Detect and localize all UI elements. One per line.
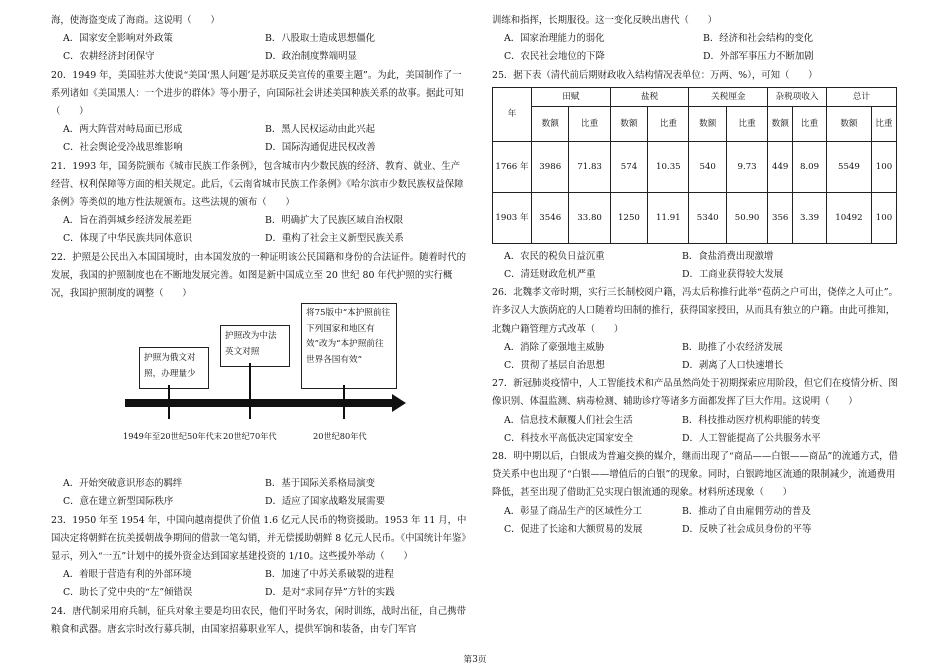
table-cell: 11.91 bbox=[648, 192, 689, 243]
question-25-options bbox=[492, 248, 902, 284]
table-subheader: 数额 bbox=[768, 106, 793, 141]
table-cell: 8.09 bbox=[793, 141, 827, 192]
left-column bbox=[51, 12, 467, 639]
option-a: A．两大阵营对峙局面已形成 bbox=[63, 124, 183, 136]
option-b: B．科技推动医疗机构职能的转变 bbox=[682, 414, 821, 426]
option-a: A．着眼于营造有利的外部环境 bbox=[63, 569, 192, 581]
option-b: B．黑人民权运动由此兴起 bbox=[265, 124, 376, 136]
table-cell: 5549 bbox=[826, 141, 871, 192]
question-19-options bbox=[51, 30, 467, 66]
table-row bbox=[493, 141, 897, 192]
timeline-label-1: 1949年至20世纪50年代末 bbox=[123, 431, 222, 442]
timeline-box-3: 将75版中“本护照前往下列国家和地区有效”改为“本护照前往世界各国有效” bbox=[301, 303, 397, 389]
page-number: 第3页 bbox=[463, 655, 487, 665]
table-cell: 574 bbox=[610, 141, 647, 192]
question-26-options bbox=[492, 339, 902, 375]
timeline-label-2: 20世纪70年代 bbox=[223, 431, 277, 442]
table-year-cell: 1766 年 bbox=[493, 141, 532, 192]
option-a: A．开始突破意识形态的羁绊 bbox=[63, 478, 183, 490]
option-b: B．八股取士造成思想僵化 bbox=[265, 33, 376, 45]
option-d: D．工商业获得较大发展 bbox=[682, 269, 784, 281]
table-group-header: 杂税项收入 bbox=[768, 87, 827, 106]
table-cell: 33.80 bbox=[569, 192, 610, 243]
timeline-connector-2 bbox=[249, 363, 251, 399]
table-cell: 100 bbox=[872, 141, 897, 192]
question-24-options bbox=[492, 30, 902, 66]
timeline-connector-1 bbox=[168, 385, 170, 399]
question-21-options bbox=[51, 212, 467, 248]
timeline-arrow-icon bbox=[392, 394, 406, 412]
timeline-axis bbox=[125, 399, 394, 407]
timeline-label-3: 20世纪80年代 bbox=[313, 431, 367, 442]
question-23: 23．1950 年至 1954 年，中国向越南提供了价值 1.6 亿元人民币的物资援助。1953 年 11 月，中国决定将朝鲜在抗美援朝战争期间的借款一笔勾销，并无偿援助朝鲜 8 亿元人民币。《中国统计年鉴》显示，列入“一五”计划中的援外资金达到国家基建投资的 1/10。这些援外举动（ ） bbox=[51, 514, 467, 563]
timeline-box-1: 护照为俄文对照，办理量少 bbox=[139, 347, 209, 389]
question-28-options bbox=[492, 503, 902, 539]
table-year-cell: 1903 年 bbox=[493, 192, 532, 243]
option-d: D．反映了社会成员身份的平等 bbox=[682, 523, 812, 535]
table-row bbox=[493, 192, 897, 243]
right-column bbox=[492, 12, 902, 539]
option-d: D．适应了国家战略发展需要 bbox=[265, 496, 386, 508]
timeline-tick-3 bbox=[343, 407, 345, 419]
timeline-connector-3 bbox=[343, 385, 345, 399]
question-25: 25．据下表（清代前后期财政收入结构情况表单位：万两、%），可知（ ） bbox=[492, 69, 818, 81]
option-c: C．清廷财政危机严重 bbox=[504, 269, 596, 281]
table-group-header: 盐税 bbox=[610, 87, 689, 106]
table-cell: 50.90 bbox=[726, 192, 767, 243]
option-d: D．外部军事压力不断加剧 bbox=[703, 51, 814, 63]
fiscal-revenue-table bbox=[492, 87, 897, 244]
option-d: D．政治制度弊端明显 bbox=[265, 51, 357, 63]
table-subheader: 比重 bbox=[793, 106, 827, 141]
table-cell: 3.39 bbox=[793, 192, 827, 243]
question-22-options bbox=[51, 475, 467, 511]
option-d: D．是对“求同存异”方针的实践 bbox=[265, 587, 395, 599]
question-20: 20．1949 年，美国驻苏大使说“美国‘黑人问题’是苏联反美宣传的重要主题”。为此，美国制作了一系列诸如《美国黑人：一个进步的群体》等小册子，向国际社会讲述美国种族关系的故事。据此可知（ ） bbox=[51, 69, 464, 118]
option-d: D．重构了社会主义新型民族关系 bbox=[265, 233, 404, 245]
table-cell: 356 bbox=[768, 192, 793, 243]
option-d: D．国际沟通促进民权改善 bbox=[265, 142, 376, 154]
table-subheader: 数额 bbox=[610, 106, 647, 141]
option-a: A．信息技术颠覆人们社会生活 bbox=[504, 414, 633, 426]
table-subheader: 比重 bbox=[648, 106, 689, 141]
table-cell: 9.73 bbox=[726, 141, 767, 192]
option-b: B．明确扩大了民族区域自治权限 bbox=[265, 215, 404, 227]
option-d: D．人工智能提高了公共服务水平 bbox=[682, 432, 821, 444]
option-b: B．经济和社会结构的变化 bbox=[703, 33, 814, 45]
option-c: C．促进了长途和大额贸易的发展 bbox=[504, 523, 643, 535]
question-19-tail: 海，使海盗变成了海商。这说明（ ） bbox=[51, 15, 220, 26]
timeline-tick-2 bbox=[249, 407, 251, 419]
question-20-options bbox=[51, 121, 467, 157]
option-b: B．食盐消费出现激增 bbox=[682, 250, 774, 262]
timeline-tick-1 bbox=[168, 407, 170, 419]
question-27: 27．新冠肺炎疫情中，人工智能技术和产品虽然尚处于初期探索应用阶段，但它们在疫情分析、图像识别、体温监测、病毒检测、辅助诊疗等诸多方面都发挥了巨大作用。这说明（ ） bbox=[492, 378, 898, 408]
question-23-options bbox=[51, 566, 467, 602]
option-c: C．农民社会地位的下降 bbox=[504, 51, 605, 63]
option-c: C．体现了中华民族共同体意识 bbox=[63, 233, 193, 245]
option-c: C．社会舆论受冷战思维影响 bbox=[63, 142, 183, 154]
table-subheader: 比重 bbox=[872, 106, 897, 141]
option-b: B．加速了中苏关系破裂的进程 bbox=[265, 569, 394, 581]
option-a: A．消除了豪强地主威胁 bbox=[504, 341, 605, 353]
option-b: B．推动了自由雇佣劳动的普及 bbox=[682, 505, 811, 517]
table-corner: 年 bbox=[493, 87, 532, 141]
table-group-header: 关税厘金 bbox=[689, 87, 768, 106]
option-c: C．意在建立新型国际秩序 bbox=[63, 496, 174, 508]
table-subheader: 数额 bbox=[689, 106, 726, 141]
passport-timeline-diagram bbox=[51, 303, 467, 475]
table-cell: 100 bbox=[872, 192, 897, 243]
option-a: A．农民的税负日益沉重 bbox=[504, 250, 605, 262]
table-cell: 540 bbox=[689, 141, 726, 192]
question-26: 26．北魏孝文帝时期，实行三长制校阅户籍，冯太后称推行此举“苞荫之户可出，侥倖之人可止”。许多汉人大族荫庇的人口随着均田制的推行，获得国家授田，从而具有独立的户籍。由此可推知，北魏户籍管理方式改革（ ） bbox=[492, 287, 898, 335]
table-cell: 10.35 bbox=[648, 141, 689, 192]
option-a: A．旨在消弭城乡经济发展差距 bbox=[63, 215, 192, 227]
question-24-tail: 训练和指挥，长期服役。这一变化反映出唐代（ ） bbox=[492, 15, 718, 26]
option-c: C．助长了党中央的“左”倾错误 bbox=[63, 587, 193, 599]
table-subheader: 比重 bbox=[726, 106, 767, 141]
table-subheader: 比重 bbox=[569, 106, 610, 141]
question-24: 24．唐代制采用府兵制，征兵对象主要是均田农民，他们平时务农，闲时训练，战时出征，自己携带粮食和武器。唐玄宗时改行募兵制，由国家招募职业军人，提供军饷和装备，由专门军官 bbox=[51, 605, 467, 635]
option-b: B．基于国际关系格局演变 bbox=[265, 478, 376, 490]
table-subheader: 数额 bbox=[826, 106, 871, 141]
question-28: 28．明中期以后，白银成为普遍交换的媒介，继而出现了“商品——白银——商品”的流通方式，借贷关系中也出现了“白银——增值后的白银”的现象。同时，白银跨地区流通的限制减少，流通费用降低，甚至出现了借助汇兑实现白银流通的现象。材料所述现象（ ） bbox=[492, 451, 898, 499]
question-21: 21．1993 年，国务院颁布《城市民族工作条例》，包含城市内少数民族的经济、教育、就业、生产经营、权利保障等方面的相关规定。此后，《云南省城市民族工作条例》《哈尔滨市少数民族权益保障条例》等类似的地方性法规颁布。这些法规的颁布（ ） bbox=[51, 160, 464, 209]
table-cell: 1250 bbox=[610, 192, 647, 243]
option-a: A．国家安全影响对外政策 bbox=[63, 33, 173, 45]
table-cell: 10492 bbox=[826, 192, 871, 243]
option-b: B．助推了小农经济发展 bbox=[682, 341, 783, 353]
table-group-header: 田赋 bbox=[532, 87, 611, 106]
option-c: C．科技水平高低决定国家安全 bbox=[504, 432, 634, 444]
option-a: A．国家治理能力的弱化 bbox=[504, 33, 605, 45]
table-cell: 5340 bbox=[689, 192, 726, 243]
question-27-options bbox=[492, 412, 902, 448]
question-22: 22．护照是公民出入本国国境时，由本国发放的一种证明该公民国籍和身份的合法证件。随着时代的发展，我国的护照制度也在不断地发展完善。如图是新中国成立至 20 世纪 80 年代护照的实行概况，我国护照制度的调整（ ） bbox=[51, 251, 467, 300]
table-cell: 3546 bbox=[532, 192, 569, 243]
option-c: C．贯彻了基层自治思想 bbox=[504, 360, 605, 372]
timeline-box-2: 护照改为中法英文对照 bbox=[220, 325, 290, 367]
table-cell: 3986 bbox=[532, 141, 569, 192]
option-d: D．剥离了人口快速增长 bbox=[682, 360, 784, 372]
option-c: C．农耕经济封闭保守 bbox=[63, 51, 155, 63]
table-cell: 449 bbox=[768, 141, 793, 192]
table-subheader: 数额 bbox=[532, 106, 569, 141]
table-group-header: 总计 bbox=[826, 87, 896, 106]
option-a: A．彰显了商品生产的区域性分工 bbox=[504, 505, 643, 517]
table-cell: 71.83 bbox=[569, 141, 610, 192]
